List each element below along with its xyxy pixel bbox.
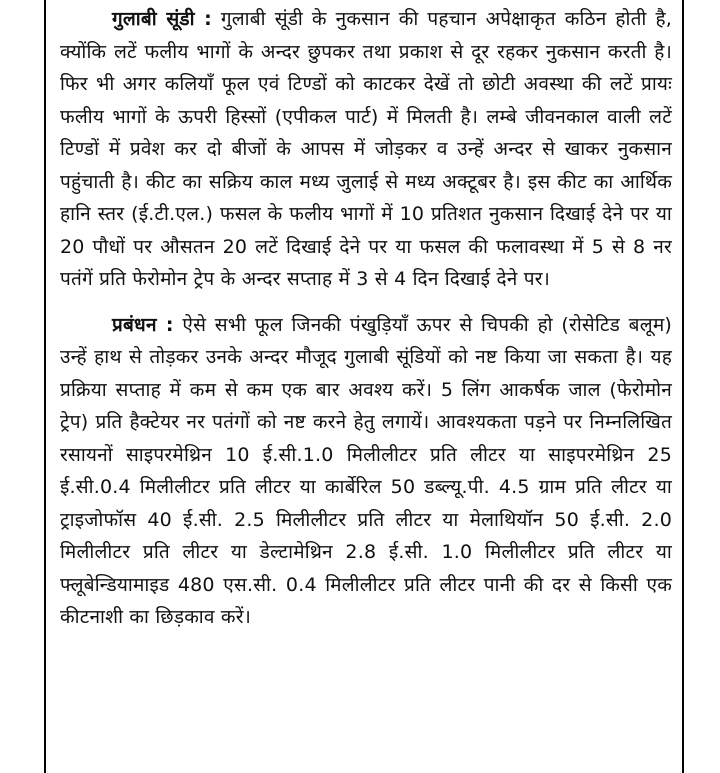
pink-bollworm-paragraph — [60, 3, 672, 296]
management-text: ऐसे सभी फूल जिनकी पंखुड़ियाँ ऊपर से चिपकी हो (रोसेटिड बलूम) उन्हें हाथ से तोड़कर उनके अन्दर मौजूद गुलाबी सूंडियों को नष्ट किया जा सकता है। यह प्रक्रिया सप्ताह में कम से कम एक बार अवश्य करें। 5 लिंग आकर्षक जाल (फेरोमोन ट्रेप) प्रति हैक्टेयर नर पतंगों को नष्ट करने हेतु लगायें। आवश्यकता पड़ने पर निम्नलिखित रसायनों साइपरमेथ्रिन 10 ई.सी.1.0 मिलीलीटर प्रति लीटर या साइपरमेथ्रिन 25 ई.सी.0.4 मिलीलीटर प्रति लीटर या कार्बेरिल 50 डब्ल्यू.पी. 4.5 ग्राम प्रति लीटर या ट्राइजोफॉस 40 ई.सी. 2.5 मिलीलीटर प्रति लीटर या मेलाथियॉन 50 ई.सी. 2.0 मिलीलीटर प्रति लीटर या डेल्टामेथ्रिन 2.8 ई.सी. 1.0 मिलीलीटर प्रति लीटर या फ्लूबेन्डियामाइड 480 एस.सी. 0.4 मिलीलीटर प्रति लीटर पानी की दर से किसी एक कीटनाशी का छिड़काव करें। — [60, 313, 672, 628]
pink-bollworm-heading: गुलाबी सूंडी : — [112, 8, 212, 30]
pink-bollworm-text: गुलाबी सूंडी के नुकसान की पहचान अपेक्षाकृत कठिन होती है, क्योंकि लटें फलीय भागों के अन्दर छुपकर तथा प्रकाश से दूर रहकर नुकसान करती है। फिर भी अगर कलियाँ फूल एवं टिण्डों को काटकर देखें तो छोटी अवस्था की लटें प्रायः फलीय भागों के ऊपरी हिस्सों (एपीकल पार्ट) में मिलती है। लम्बे जीवनकाल वाली लटें टिण्डों में प्रवेश कर दो बीजों के आपस में जोड़कर व उन्हें अन्दर से खाकर नुकसान पहुंचाती है। कीट का सक्रिय काल मध्य जुलाई से मध्य अक्टूबर है। इस कीट का आर्थिक हानि स्तर (ई.टी.एल.) फसल के फलीय भागों में 10 प्रतिशत नुकसान दिखाई देने पर या 20 पौधों पर औसतन 20 लटें दिखाई देने पर या फसल की फलावस्था में 5 से 8 नर पतंगें प्रति फेरोमोन ट्रेप के अन्दर सप्ताह में 3 से 4 दिन दिखाई देने पर। — [60, 8, 672, 290]
document-body — [60, 3, 672, 634]
management-heading: प्रबंधन : — [112, 313, 174, 336]
management-paragraph — [60, 309, 672, 634]
